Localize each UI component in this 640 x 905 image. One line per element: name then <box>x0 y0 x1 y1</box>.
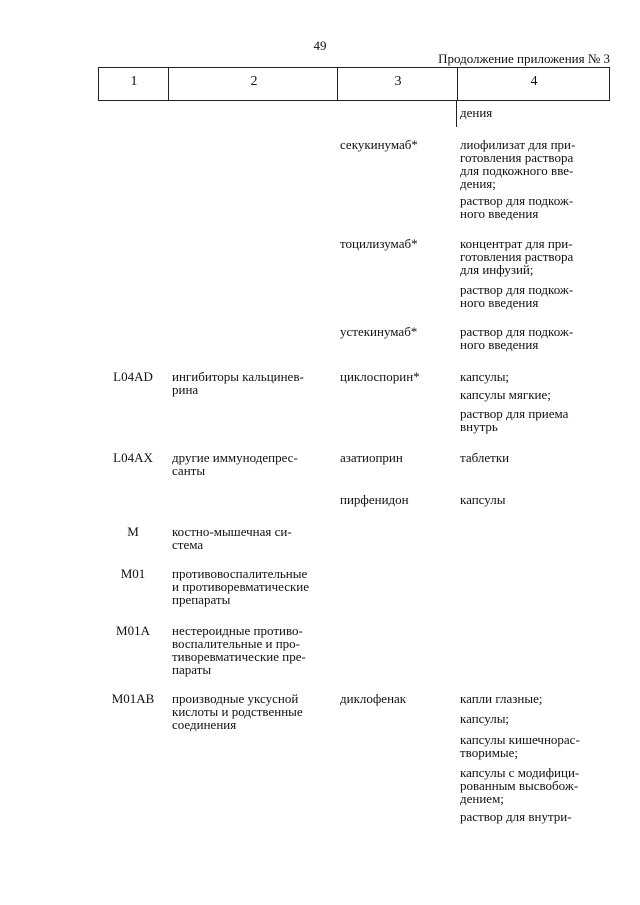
dosage-form: лиофилизат для при- готовления раствора для подкожного вве- дения; <box>460 137 576 191</box>
table-header <box>98 67 610 101</box>
drug-name: устекинумаб* <box>340 324 418 339</box>
dosage-form: капсулы <box>460 492 506 507</box>
header-col-3: 3 <box>394 74 402 89</box>
atc-group: нестероидные противо- воспалительные и про- тиворевматические пре- параты <box>172 623 306 677</box>
atc-group: другие иммунодепрес- санты <box>172 450 298 478</box>
dosage-form: раствор для подкож- ного введения <box>460 324 574 352</box>
header-col-4: 4 <box>530 74 538 89</box>
atc-group: производные уксусной кислоты и родственные соединения <box>172 691 303 732</box>
drug-name: циклоспорин* <box>340 369 420 384</box>
atc-code: L04AX <box>113 450 153 465</box>
drug-name: секукинумаб* <box>340 137 418 152</box>
dosage-form: капсулы; <box>460 711 510 726</box>
atc-group: противовоспалительные и противоревматические препараты <box>172 566 310 607</box>
atc-code: M01A <box>116 623 150 638</box>
atc-group: костно-мышечная си- стема <box>172 524 292 552</box>
header-col-1: 1 <box>130 74 138 89</box>
page-number: 49 <box>313 38 327 53</box>
dosage-form: капсулы; <box>460 369 510 384</box>
atc-group: ингибиторы кальцинев- рина <box>172 369 304 397</box>
dosage-form: капли глазные; <box>460 691 543 706</box>
drug-name: пирфенидон <box>340 492 409 507</box>
dosage-form: раствор для подкож- ного введения <box>460 193 574 221</box>
atc-code: M01AB <box>111 691 155 706</box>
dosage-form: раствор для подкож- ного введения <box>460 282 574 310</box>
dosage-form: дения <box>460 105 493 120</box>
continuation-label: Продолжение приложения № 3 <box>438 51 610 66</box>
dosage-form: таблетки <box>460 450 510 465</box>
drug-name: диклофенак <box>340 691 407 706</box>
dosage-form: раствор для внутри- <box>460 809 572 824</box>
column-divider <box>456 101 457 127</box>
dosage-form: капсулы с модифици- рованным высвобож- дением; <box>460 765 580 806</box>
dosage-form: капсулы мягкие; <box>460 387 551 402</box>
atc-code: L04AD <box>113 369 153 384</box>
atc-code: M <box>127 524 139 539</box>
dosage-form: раствор для приема внутрь <box>460 406 569 434</box>
drug-name: азатиоприн <box>340 450 403 465</box>
drug-name: тоцилизумаб* <box>340 236 418 251</box>
atc-code: M01 <box>120 566 146 581</box>
header-col-2: 2 <box>250 74 258 89</box>
dosage-form: капсулы кишечнорас- творимые; <box>460 732 580 760</box>
dosage-form: концентрат для при- готовления раствора для инфузий; <box>460 236 574 277</box>
